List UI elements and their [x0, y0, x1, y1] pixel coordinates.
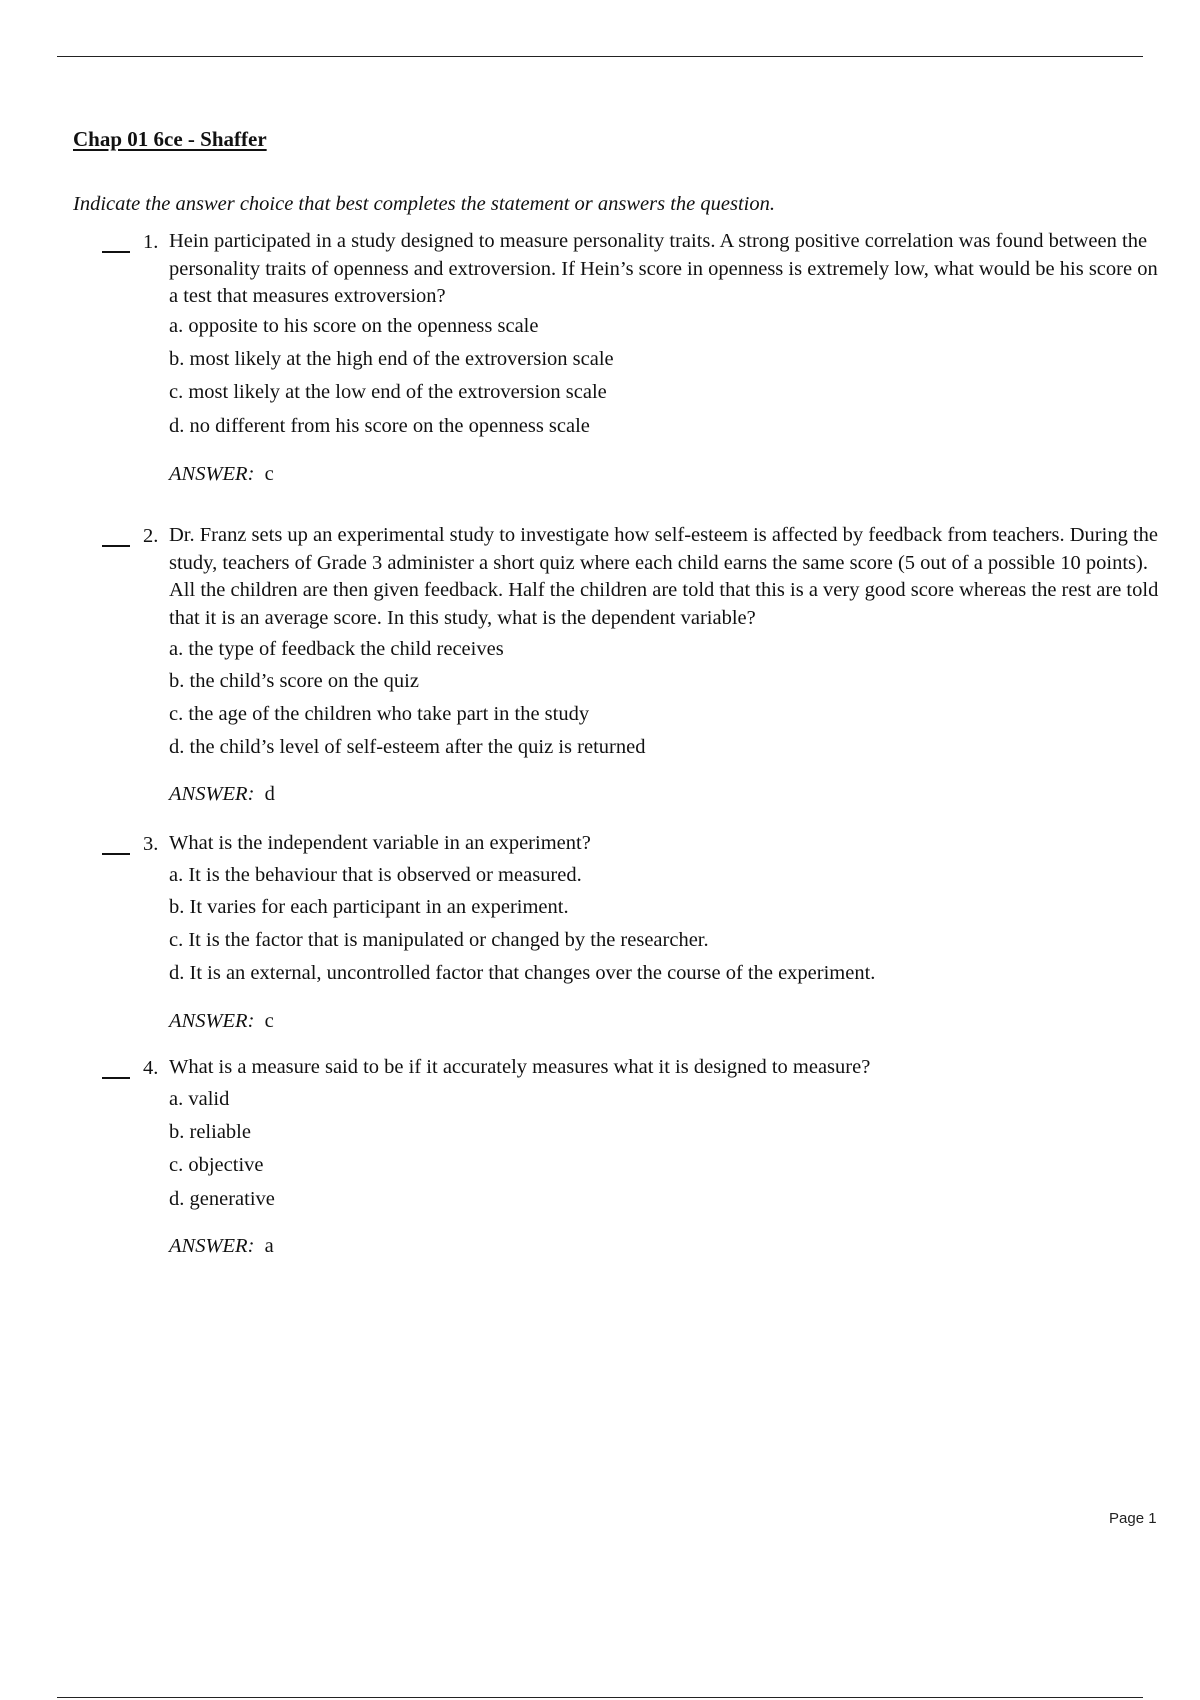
answer-blank[interactable] — [102, 545, 130, 547]
choice-d: d. no different from his score on the openness scale — [169, 415, 590, 437]
answer-value: c — [264, 1010, 274, 1032]
question-number: 3. — [143, 833, 159, 855]
bottom-rule — [57, 1697, 1143, 1698]
choice-c: c. most likely at the low end of the extroversion scale — [169, 381, 607, 403]
choice-b: b. the child’s score on the quiz — [169, 670, 419, 692]
choice-c: c. the age of the children who take part in the study — [169, 703, 590, 725]
choice-b: b. reliable — [169, 1121, 251, 1143]
answer-label: ANSWER: — [169, 1235, 255, 1257]
question-text: Hein participated in a study designed to measure personality traits. A strong positive correlation was found between the personality traits of openness and extroversion. If Hein’s score in openness is extremely low, what would be his score on a test that measures extroversion? — [169, 230, 1158, 307]
choice-d: d. the child’s level of self-esteem after the quiz is returned — [169, 736, 646, 758]
choice-a: a. It is the behaviour that is observed or measured. — [169, 864, 582, 886]
document-title: Chap 01 6ce - Shaffer — [73, 127, 267, 151]
question-text: What is the independent variable in an experiment? — [169, 832, 591, 854]
choice-b: b. It varies for each participant in an experiment. — [169, 896, 569, 918]
answer-label: ANSWER: — [169, 463, 255, 485]
answer-label: ANSWER: — [169, 783, 255, 805]
page-number: Page 1 — [1109, 1510, 1157, 1527]
answer-line — [169, 780, 275, 808]
answer-value: a — [264, 1235, 274, 1257]
answer-label: ANSWER: — [169, 1010, 255, 1032]
question-text: What is a measure said to be if it accurately measures what it is designed to measure? — [169, 1056, 871, 1078]
choice-d: d. It is an external, uncontrolled factor that changes over the course of the experiment. — [169, 962, 876, 984]
answer-blank[interactable] — [102, 251, 130, 253]
question-number: 2. — [143, 525, 159, 547]
question-number: 4. — [143, 1057, 159, 1079]
answer-value: c — [264, 463, 274, 485]
choice-d: d. generative — [169, 1188, 275, 1210]
answer-line — [169, 460, 274, 488]
question-text: Dr. Franz sets up an experimental study to investigate how self-esteem is affected by feedback from teachers. During the study, teachers of Grade 3 administer a short quiz where each child earns the same score (5 out of a possible 10 points). All the children are then given feedback. Half the children are told that this is a very good score whereas the rest are told that it is an average score. In this study, what is the dependent variable? — [169, 524, 1159, 629]
answer-line — [169, 1232, 274, 1260]
question-number: 1. — [143, 231, 159, 253]
choice-c: c. objective — [169, 1154, 264, 1176]
choice-a: a. opposite to his score on the openness scale — [169, 315, 539, 337]
choice-a: a. valid — [169, 1088, 230, 1110]
answer-blank[interactable] — [102, 1077, 130, 1079]
answer-blank[interactable] — [102, 853, 130, 855]
instructions: Indicate the answer choice that best completes the statement or answers the question. — [73, 193, 775, 215]
choice-a: a. the type of feedback the child receives — [169, 638, 504, 660]
choice-b: b. most likely at the high end of the extroversion scale — [169, 348, 614, 370]
top-rule — [57, 56, 1143, 57]
answer-line — [169, 1007, 274, 1035]
answer-value: d — [264, 783, 275, 805]
choice-c: c. It is the factor that is manipulated or changed by the researcher. — [169, 929, 709, 951]
